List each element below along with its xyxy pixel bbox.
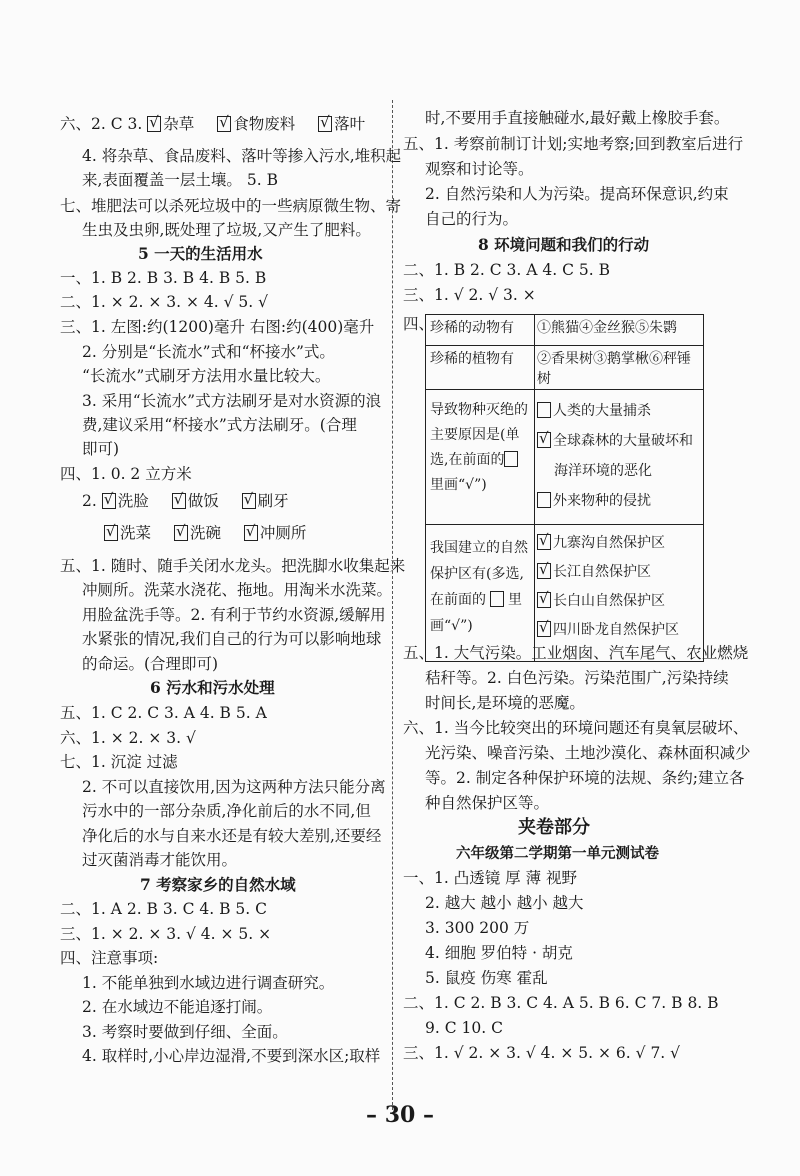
answer-line: 三、1. 左图:约(1200)毫升 右图:约(400)毫升 — [60, 318, 375, 336]
answer-line: 过灭菌消毒才能饮用。 — [82, 851, 238, 869]
answer-line: 5. 鼠疫 伤寒 霍乱 — [425, 969, 548, 987]
answer-line: 等。2. 制定各种保护环境的法规、条约;建立各 — [425, 769, 745, 787]
checked-box — [537, 621, 551, 637]
section-heading: 5 一天的生活用水 — [138, 244, 263, 263]
answer-line: 2. 越大 越小 越小 越大 — [425, 894, 584, 912]
checked-box — [537, 592, 551, 608]
checked-box — [244, 525, 258, 541]
answer-line: 3. 采用“长流水”式方法刷牙是对水资源的浪 — [82, 392, 382, 410]
answer-line: 净化后的水与自来水还是有较大差别,还要经 — [82, 827, 382, 845]
empty-box — [537, 402, 551, 418]
answer-line: 4. 细胞 罗伯特 · 胡克 — [425, 944, 573, 962]
answer-line: 9. C 10. C — [425, 1019, 503, 1037]
answer-line: 四、1. 0. 2 立方米 — [60, 465, 192, 483]
answer-line: 三、1. √ 2. × 3. √ 4. × 5. × 6. √ 7. √ — [403, 1044, 681, 1062]
checked-box — [217, 116, 231, 132]
checked-box — [242, 493, 256, 509]
answer-line: 四、注意事项: — [60, 949, 159, 967]
answer-line: 七、1. 沉淀 过滤 — [60, 753, 178, 771]
answer-line: 五、1. 大气污染。工业烟囱、汽车尾气、农业燃烧 — [403, 644, 749, 662]
answer-line: √洗菜 √ 洗碗 √ 冲厕所 — [104, 523, 306, 543]
checked-box — [147, 116, 161, 132]
answer-line: 2. 分别是“长流水”式和“杯接水”式。 — [82, 343, 335, 361]
answer-line: 来,表面覆盖一层土壤。 5. B — [82, 171, 278, 189]
table-row — [426, 525, 704, 662]
answer-line: 六、1. 当今比较突出的环境问题还有臭氧层破坏、 — [403, 719, 749, 737]
answer-line: 时,不要用手直接触碰水,最好戴上橡胶手套。 — [425, 109, 730, 127]
answer-line: 六、2. C 3. √ 杂草 √ 食物废料 √ 落叶 — [60, 114, 365, 134]
answer-line: 五、1. 随时、随手关闭水龙头。把洗脚水收集起来 — [60, 557, 406, 575]
table-cell: 导致物种灭绝的 主要原因是(单 选,在前面的 里画“√”) — [426, 390, 535, 525]
checked-box — [537, 432, 551, 448]
section-heading: 8 环境问题和我们的行动 — [478, 235, 650, 254]
answer-line: 四、 — [403, 315, 435, 333]
section-heading: 6 污水和污水处理 — [150, 678, 275, 697]
answer-line: 二、1. A 2. B 3. C 4. B 5. C — [60, 900, 267, 918]
empty-box — [537, 492, 551, 508]
answer-line: “长流水”式刷牙方法用水量比较大。 — [82, 367, 331, 385]
answer-line: 二、1. × 2. × 3. × 4. √ 5. √ — [60, 293, 269, 311]
section-heading: 六年级第二学期第一单元测试卷 — [456, 845, 659, 862]
answer-line: 三、1. × 2. × 3. √ 4. × 5. × — [60, 925, 272, 943]
answer-line: 3. 300 200 万 — [425, 919, 530, 937]
answer-line: 2. √ 洗脸 √ 做饭 √ 刷牙 — [82, 491, 289, 511]
answer-line: 2. 在水域边不能追逐打闹。 — [82, 998, 273, 1016]
table-cell: 我国建立的自然 保护区有(多选, 在前面的 里 画“√”) — [426, 525, 535, 662]
answer-line: 秸秆等。2. 白色污染。污染范围广,污染持续 — [425, 669, 729, 687]
answer-line: 水紧张的情况,我们自己的行为可以影响地球 — [82, 630, 382, 648]
answer-line: 污水中的一部分杂质,净化前后的水不同,但 — [82, 802, 371, 820]
answer-line: 七、堆肥法可以杀死垃圾中的一些病原微生物、寄 — [60, 197, 402, 215]
answer-line: 4. 将杂草、食品废料、落叶等掺入污水,堆积起 — [82, 147, 402, 165]
checked-box — [174, 525, 188, 541]
table-cell: ②香果树③鹅掌楸⑥秤锤树 — [535, 346, 704, 390]
table-row — [426, 346, 704, 390]
answer-line: 生虫及虫卵,既处理了垃圾,又产生了肥料。 — [82, 221, 371, 239]
answer-line: 的命运。(合理即可) — [82, 655, 219, 673]
table-cell: √九寨沟自然保护区 √长江自然保护区 √长白山自然保护区 √四川卧龙自然保护区 — [535, 525, 704, 662]
answer-line: 观察和讨论等。 — [425, 160, 534, 178]
answer-line: 1. 不能单独到水域边进行调查研究。 — [82, 974, 335, 992]
checked-box — [537, 563, 551, 579]
answer-line: 三、1. √ 2. √ 3. × — [403, 286, 536, 304]
answer-line: 五、1. 考察前制订计划;实地考察;回到教室后进行 — [403, 135, 744, 153]
table-row — [426, 315, 704, 346]
answer-line: 时间长,是环境的恶魔。 — [425, 694, 585, 712]
answer-line: 4. 取样时,小心岸边湿滑,不要到深水区;取样 — [82, 1047, 381, 1065]
empty-box — [490, 591, 504, 607]
section-heading: 夹卷部分 — [518, 817, 590, 838]
checked-box — [102, 493, 116, 509]
table-row — [426, 390, 704, 525]
species-table — [425, 314, 704, 662]
answer-line: 一、1. B 2. B 3. B 4. B 5. B — [60, 269, 267, 287]
table-cell: 珍稀的动物有 — [426, 315, 535, 346]
answer-line: 2. 不可以直接饮用,因为这两种方法只能分离 — [82, 778, 386, 796]
answer-line: 用脸盆洗手等。2. 有利于节约水资源,缓解用 — [82, 606, 386, 624]
answer-line: 即可) — [82, 440, 120, 458]
table-cell: 人类的大量捕杀 √全球森林的大量破坏和 海洋环境的恶化 外来物种的侵扰 — [535, 390, 704, 525]
answer-line: 六、1. × 2. × 3. √ — [60, 729, 196, 747]
checked-box — [318, 116, 332, 132]
table-cell: ①熊猫④金丝猴⑤朱鹮 — [535, 315, 704, 346]
section-heading: 7 考察家乡的自然水域 — [140, 875, 296, 894]
answer-line: 费,建议采用“杯接水”式方法刷牙。(合理 — [82, 416, 357, 434]
column-divider — [392, 100, 393, 1110]
answer-line: 光污染、噪音污染、土地沙漠化、森林面积减少 — [425, 744, 751, 762]
answer-line: 2. 自然污染和人为污染。提高环保意识,约束 — [425, 185, 729, 203]
answer-line: 二、1. B 2. C 3. A 4. C 5. B — [403, 261, 610, 279]
answer-line: 二、1. C 2. B 3. C 4. A 5. B 6. C 7. B 8. B — [403, 994, 719, 1012]
answer-line: 冲厕所。洗菜水浇花、拖地。用淘米水洗菜。 — [82, 581, 393, 599]
answer-line: 3. 考察时要做到仔细、全面。 — [82, 1023, 288, 1041]
answer-line: 五、1. C 2. C 3. A 4. B 5. A — [60, 704, 267, 722]
answer-line: 一、1. 凸透镜 厚 薄 视野 — [403, 869, 577, 887]
table-cell: 珍稀的植物有 — [426, 346, 535, 390]
checked-box — [104, 525, 118, 541]
answer-line: 种自然保护区等。 — [425, 794, 550, 812]
answer-line: 自己的行为。 — [425, 210, 519, 228]
page-number: – 30 – — [366, 1102, 434, 1128]
checked-box — [172, 493, 186, 509]
checked-box — [537, 534, 551, 550]
empty-box — [504, 451, 518, 467]
